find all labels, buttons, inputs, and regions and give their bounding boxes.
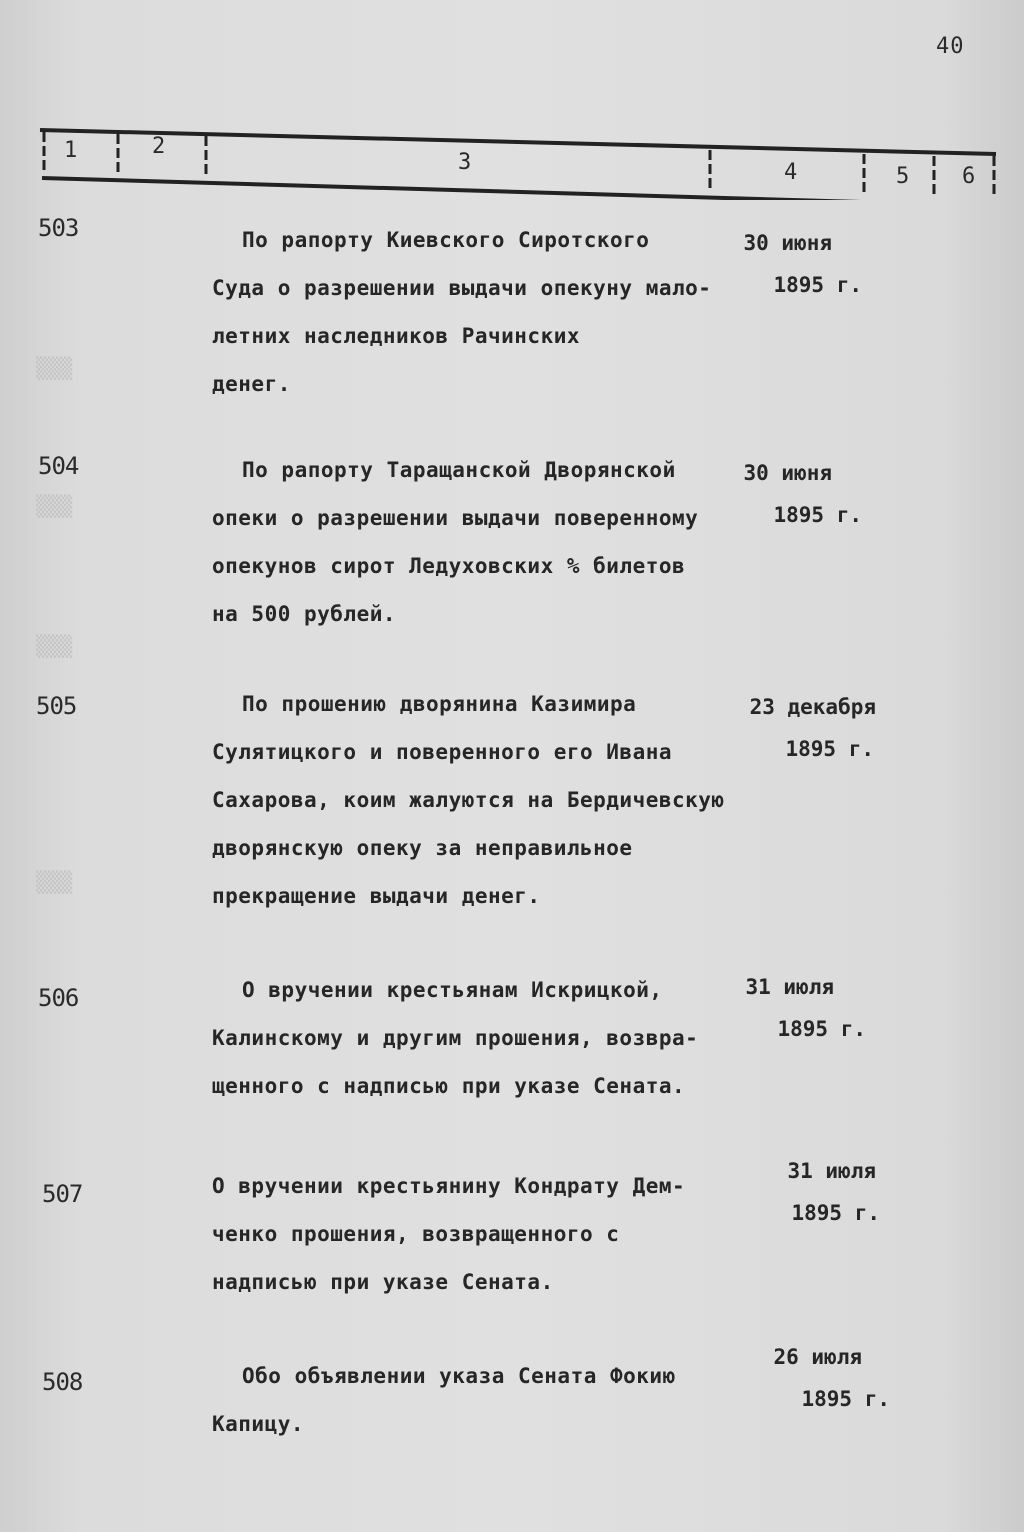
entry-text-line: По рапорту Киевского Сиротского: [242, 228, 650, 252]
entry-text-line: О вручении крестьянину Кондрату Дем-: [212, 1174, 686, 1198]
entry-text: [212, 1352, 772, 1448]
entry-text-line: щенного с надписью при указе Сената.: [212, 1074, 686, 1098]
entry-number: 503: [38, 214, 79, 242]
entry-number: 507: [42, 1180, 83, 1208]
column-1-label: 1: [64, 138, 78, 163]
entry-date-day: 23 декабря: [749, 695, 876, 719]
entry-number: 508: [42, 1368, 83, 1396]
entry-date-year: 1895 г.: [791, 1201, 880, 1225]
entry-text-line: По рапорту Таращанской Дворянской: [242, 458, 676, 482]
entry-text-line: Обо объявлении указа Сената Фокию: [242, 1364, 676, 1388]
entry-text-line: денег.: [212, 372, 291, 396]
entry-text-line: По прошению дворянина Казимира: [242, 692, 637, 716]
entry-date-day: 26 июля: [773, 1345, 862, 1369]
entry-date: [728, 452, 862, 536]
entry-date-day: 30 июня: [743, 231, 832, 255]
entry-text-line: опеки о разрешении выдачи поверенному: [212, 506, 699, 530]
entry-number: 506: [38, 984, 79, 1012]
entry-date-day: 31 июля: [745, 975, 834, 999]
entry-number: 504: [38, 452, 79, 480]
entry-date: [734, 966, 866, 1050]
entry-date-year: 1895 г.: [785, 737, 874, 761]
entry-date-year: 1895 г.: [801, 1387, 890, 1411]
entry-text: [212, 446, 772, 638]
column-2-label: 2: [152, 134, 166, 159]
entry-text-line: Сулятицкого и поверенного его Ивана: [212, 740, 673, 764]
entry-date-day: 30 июня: [743, 461, 832, 485]
entry-date-year: 1895 г.: [777, 1017, 866, 1041]
column-6-label: 6: [962, 164, 976, 189]
bleed-through-mark: ▒▒▒: [36, 356, 73, 380]
entry-number: 505: [36, 692, 77, 720]
entry-text-line: Сахарова, коим жалуются на Бердичевскую: [212, 788, 725, 812]
entry-text-line: Суда о разрешении выдачи опекуну мало-: [212, 276, 712, 300]
entry-text: [212, 216, 772, 408]
page-number: 40: [936, 34, 965, 59]
entry-text-line: Капицу.: [212, 1412, 305, 1436]
bleed-through-mark: ▒▒▒: [36, 870, 73, 894]
entry-text-line: летних наследников Рачинских: [212, 324, 581, 348]
entry-date: [730, 686, 876, 770]
entry-text-line: дворянскую опеку за неправильное: [212, 836, 633, 860]
column-header-lines: [38, 128, 1000, 200]
entry-text: [212, 680, 772, 920]
entry-text-line: ченко прошения, возвращенного с: [212, 1222, 620, 1246]
column-5-label: 5: [896, 164, 910, 189]
bleed-through-mark: ▒▒▒: [36, 634, 73, 658]
entry-date: [776, 1150, 880, 1234]
entry-text: [212, 966, 772, 1110]
bleed-through-mark: ▒▒▒: [36, 494, 73, 518]
entry-date-year: 1895 г.: [773, 503, 862, 527]
entry-text-line: на 500 рублей.: [212, 602, 397, 626]
entry-text: [212, 1162, 772, 1306]
entry-text-line: О вручении крестьянам Искрицкой,: [242, 978, 663, 1002]
entry-date-day: 31 июля: [787, 1159, 876, 1183]
entry-text-line: опекунов сирот Ледуховских % билетов: [212, 554, 686, 578]
entry-date: [728, 222, 862, 306]
entry-text-line: Калинскому и другим прошения, возвра-: [212, 1026, 699, 1050]
entry-date: [762, 1336, 890, 1420]
entry-text-line: надписью при указе Сената.: [212, 1270, 554, 1294]
entry-text-line: прекращение выдачи денег.: [212, 884, 541, 908]
entry-date-year: 1895 г.: [773, 273, 862, 297]
column-3-label: 3: [458, 150, 472, 175]
column-4-label: 4: [784, 160, 798, 185]
column-header-strip: [38, 128, 1000, 200]
